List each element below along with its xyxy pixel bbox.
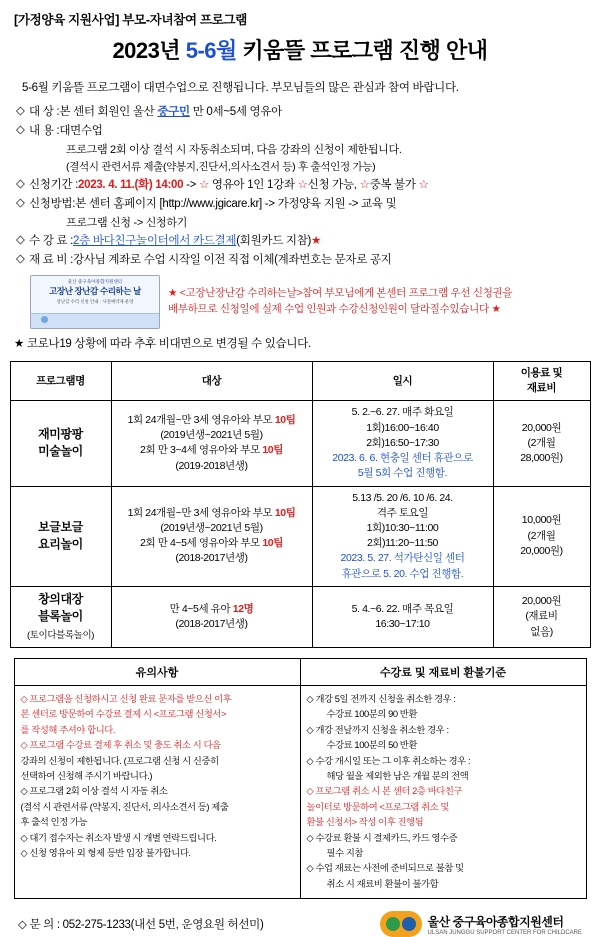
cell-fee — [493, 486, 590, 586]
table-row — [10, 586, 590, 647]
cell-target — [111, 401, 312, 486]
fee-link[interactable]: 2층 바다친구놀이터에서 카드결제 — [73, 235, 237, 247]
cell-when — [312, 586, 493, 647]
col-target: 대상 — [111, 362, 312, 401]
fee-rest: (회원카드 지참) — [236, 235, 312, 247]
list-item — [21, 800, 294, 814]
when-line: 5.13 /5. 20 /6. 10 /6. 24. — [352, 491, 453, 504]
diamond-icon: ◇ — [16, 178, 25, 190]
target-line: (2019년생~2021년 5월) — [160, 429, 263, 442]
info-row-material — [16, 251, 600, 267]
table-row — [10, 401, 590, 486]
t-em: 10팀 — [274, 506, 296, 519]
cell-when — [312, 401, 493, 486]
cell-target — [111, 586, 312, 647]
info-label-content: 내 용 : — [29, 125, 60, 137]
notice-table — [14, 658, 587, 899]
list-item: ◇ 수업 재료는 사전에 준비되므로 불참 및 — [306, 863, 464, 874]
cell-fee — [493, 401, 590, 486]
target-line: (2018-2017년생) — [175, 617, 248, 630]
fee-line: 20,000원 — [521, 595, 562, 608]
notice-list — [21, 692, 294, 860]
cell-program-name — [10, 486, 111, 586]
apply-method-label: 신청방법: — [29, 198, 76, 210]
when-line: 5. 2.~6. 27. 매주 화요일 — [351, 406, 454, 419]
target-pre: 본 센터 회원인 울산 — [59, 106, 158, 118]
item-text: 신청 영유아 외 형제 등반 입장 불가합니다. — [29, 848, 191, 859]
notice-header-row — [14, 659, 586, 686]
intro-text: 5-6월 키움뜰 프로그램이 대면수업으로 진행됩니다. 부모님들의 많은 관심과 참여 바랍니다. — [22, 82, 459, 94]
item-text: 수업 재료는 사전에 준비되므로 불참 및 — [315, 863, 464, 874]
target-line — [114, 443, 310, 458]
star-icon: ☆ — [198, 179, 209, 191]
item-text: (결석 시 관련서류 (약봉지, 진단서, 의사소견서 등) 제출 — [20, 801, 229, 812]
item-text: 를 작성해 주셔야 합니다. — [20, 724, 116, 735]
item-text: 취소 시 재료비 환불이 불가함 — [326, 878, 439, 889]
col-program: 프로그램명 — [10, 362, 111, 401]
item-text: 프로그램 취소 시 본 센터 2층 바다친구 — [315, 786, 463, 797]
program-name-2: 보글보글 요리놀이 — [38, 519, 83, 552]
banner-note-line1: ★ <고장난장난감 수리하는날>참여 부모님에게 본센터 프로그램 우선 신청권을 — [168, 287, 513, 300]
info-row-fee — [16, 232, 600, 248]
program-tag: [가정양육 지원사업] 부모-자녀참여 프로그램 — [14, 13, 248, 27]
info-note-1: 프로그램 2회 이상 결석 시 자동취소되며, 다음 강좌의 신청이 제한됩니다. — [66, 144, 402, 156]
title-suffix: 키움뜰 프로그램 진행 안내 — [236, 38, 488, 63]
item-text: 프로그램 2회 이상 결석 시 자동 취소 — [29, 786, 168, 797]
center-logo — [380, 911, 582, 937]
banner-note-line2: 배부하므로 신청일에 실제 수업 인원과 수강신청인원이 달라질수있습니다 ★ — [168, 303, 501, 315]
when-line: 1회)10:30~11:00 — [366, 521, 439, 534]
star-icon: ☆ — [418, 179, 429, 191]
fee-line: 20,000원 — [521, 421, 562, 434]
list-item: ◇ 프로그램 수강료 결제 후 취소 및 충도 취소 시 다음 — [20, 740, 221, 751]
fee-line: 20,000원) — [520, 544, 563, 557]
info-row-apply-period — [16, 176, 600, 192]
title-prefix: 2023년 — [112, 38, 186, 63]
banner-note — [168, 286, 512, 318]
col-notice: 유의사항 — [14, 659, 300, 686]
org-name-en: ULSAN JUNGGU SUPPORT CENTER FOR CHILDCARE — [427, 929, 582, 936]
item-text: 필수 지참 — [326, 848, 364, 859]
list-item — [307, 738, 580, 752]
list-item — [21, 723, 294, 737]
diamond-icon: ◇ — [16, 234, 25, 246]
diamond-icon: ◇ — [16, 253, 25, 265]
apply-period-value — [78, 176, 600, 192]
table-row — [10, 486, 590, 586]
banner-wave-decor — [31, 313, 159, 328]
fee-label: 수 강 료 : — [29, 235, 74, 247]
contact-line: ◇ 문 의 : 052-275-1233(내선 5번, 운영요원 허선미) — [18, 919, 264, 932]
program-name-3-sub: (토이다블록놀이) — [27, 629, 94, 641]
t-em: 10팀 — [274, 414, 296, 427]
cell-program-name — [10, 586, 111, 647]
star-icon: ☆ — [297, 179, 308, 191]
cell-fee — [493, 586, 590, 647]
diamond-icon: ◇ — [16, 197, 25, 209]
item-text: 개강 전날까지 신청을 취소한 경우 : — [315, 724, 449, 735]
fee-line: (재료비 — [525, 610, 558, 623]
list-item: ◇ 대기 접수자는 취소자 발생 시 개별 연락드립니다. — [20, 832, 217, 843]
fee-line: (2개월 — [527, 529, 556, 542]
apply-period-ok: 신청 가능, — [307, 179, 360, 191]
item-text: 선택하여 신청해 주시기 바랍니다.) — [20, 771, 153, 782]
info-row-apply-method — [16, 195, 600, 211]
org-name: 울산 중구육아종합지원센터 — [427, 914, 564, 929]
item-text: 프로그램을 신청하시고 신청 완료 문자를 받으신 이후 — [29, 694, 232, 705]
corona-note: ★ 코로나19 상황에 따라 추후 비대면으로 변경될 수 있습니다. — [14, 338, 311, 350]
item-text: 강좌의 신청이 제한됩니다. (프로그램 신청 시 신중히 — [20, 755, 219, 766]
info-row-target — [16, 103, 600, 119]
when-line: 16:30~17:10 — [375, 617, 430, 630]
schedule-table — [10, 361, 591, 648]
list-item: ◇ 프로그램 취소 시 본 센터 2층 바다친구 — [306, 786, 463, 797]
diamond-icon: ◇ — [16, 105, 25, 117]
fee-line: 28,000원) — [520, 452, 563, 465]
col-refund: 수강료 및 재료비 환불기준 — [300, 659, 586, 686]
apply-period-date: 2023. 4. 11.(화) 14:00 — [78, 179, 184, 191]
info-list — [16, 103, 600, 267]
list-item — [307, 877, 580, 891]
item-text: 수강료 100분의 90 반환 — [326, 709, 417, 720]
fee-value — [73, 232, 600, 248]
refund-list — [307, 692, 580, 891]
item-text: 대기 접수자는 취소자 발생 시 개별 연락드립니다. — [29, 832, 217, 843]
apply-period-mid: 영유아 1인 1강좌 — [208, 179, 298, 191]
target-post: 만 0세~5세 영유아 — [189, 106, 282, 118]
info-value-content: 대면수업 — [59, 125, 103, 137]
list-item — [307, 800, 580, 814]
list-item: ◇ 수강료 환불 시 결제카드, 카드 영수증 — [306, 832, 458, 843]
schedule-header-row — [10, 362, 590, 401]
banner-big-text: 고장난 장난감 수리하는 날 — [49, 285, 141, 296]
list-item — [21, 769, 294, 783]
title-months: 5-6월 — [185, 38, 237, 63]
item-text: 후 출석 인정 가능 — [20, 817, 88, 828]
target-line — [114, 413, 310, 428]
item-text: 개강 5일 전까지 신청을 취소한 경우 : — [315, 694, 456, 705]
star-icon: ☆ — [359, 179, 370, 191]
item-text: 해당 월을 제외한 남은 개월 분의 전액 — [326, 771, 469, 782]
item-text: 환불 신청서> 작성 이후 진행됨 — [306, 817, 424, 828]
target-line — [114, 506, 310, 521]
info-note-2: (결석시 관련서류 제출(약봉지,진단서,의사소견서 등) 후 출석인정 가능) — [66, 161, 376, 173]
list-item: ◇ 신청 영유아 외 형제 등반 입장 불가합니다. — [20, 848, 191, 859]
fee-line: 10,000원 — [521, 514, 562, 527]
when-line: 격주 토요일 — [376, 506, 429, 519]
t-text: 2회 만 4~5세 영유아와 부모 — [140, 537, 263, 550]
list-item: ◇ 수강 개시일 또는 그 이후 취소하는 경우 : — [306, 755, 471, 766]
logo-text — [428, 913, 582, 936]
target-line: (2019-2018년생) — [175, 459, 248, 472]
logo-mark-icon — [380, 911, 422, 937]
col-when: 일시 — [312, 362, 493, 401]
apply-period-no: 중복 불가 — [369, 179, 419, 191]
material-label: 재 료 비 : — [29, 254, 74, 266]
item-text: 수강 개시일 또는 그 이후 취소하는 경우 : — [315, 755, 471, 766]
info-label-target: 대 상 : — [29, 106, 60, 118]
target-line: (2019년생~2021년 5월) — [160, 521, 263, 534]
target-emphasis: 중구민 — [157, 106, 190, 118]
toy-repair-banner — [30, 275, 160, 329]
banner-dot-decor — [41, 316, 48, 323]
material-value: 강사님 계좌로 수업 시작일 이전 직접 이체(계좌번호는 문자로 공지 — [73, 254, 392, 266]
info-row-content — [16, 122, 600, 138]
cell-program-name — [10, 401, 111, 486]
list-item — [307, 846, 580, 860]
target-line: (2018-2017년생) — [175, 552, 248, 565]
fee-line: (2개월 — [527, 436, 556, 449]
when-line: 5월 5회 수업 진행함. — [357, 467, 448, 480]
cell-when — [312, 486, 493, 586]
program-name-1: 재미팡팡 미술놀이 — [38, 427, 83, 459]
page-title — [0, 34, 600, 65]
list-item — [21, 815, 294, 829]
when-line: 2회)16:50~17:30 — [366, 436, 439, 449]
apply-period-label: 신청기간 : — [29, 179, 79, 191]
item-text: 놀이터로 방문하여 <프로그램 취소 및 — [306, 801, 449, 812]
diamond-icon: ◇ — [16, 124, 25, 136]
t-em: 10팀 — [262, 537, 283, 550]
t-em: 10팀 — [262, 444, 283, 457]
t-text: 2회 만 3~4세 영유아와 부모 — [140, 444, 263, 457]
when-line: 2023. 5. 27. 석가탄신일 센터 — [340, 552, 465, 565]
list-item: ◇ 프로그램 2회 이상 결석 시 자동 취소 — [20, 786, 168, 797]
apply-period-arrow: -> — [183, 179, 199, 191]
item-text: 수강료 환불 시 결제카드, 카드 영수증 — [315, 832, 458, 843]
t-text: 만 4~5세 유아 — [169, 602, 233, 615]
footer — [18, 911, 582, 937]
info-value-target — [59, 103, 600, 119]
star-icon: ★ — [311, 235, 322, 247]
banner-top-text: 울산 중구육아종합지원센터 — [67, 279, 123, 284]
apply-method-line2: 프로그램 신청 -> 신청하기 — [66, 217, 188, 229]
t-em: 12명 — [232, 602, 254, 615]
program-name-3: 창의대장 블록놀이 (토이다블록놀이) — [27, 591, 94, 641]
item-text: 본 센터로 방문하여 수강료 결제 시 <프로그램 신청서> — [20, 709, 227, 720]
t-text: 1회 24개월~만 3세 영유아와 부모 — [127, 414, 275, 427]
when-line: 5. 4.~6. 22. 매주 목요일 — [351, 602, 454, 615]
list-item — [307, 769, 580, 783]
toy-repair-banner-row — [30, 275, 600, 329]
fee-line: 없음) — [530, 625, 553, 638]
when-line: 휴관으로 5. 20. 수업 진행함. — [341, 567, 464, 580]
when-line: 2023. 6. 6. 현충일 센터 휴관으로 — [332, 452, 473, 465]
item-text: 수강료 100분의 50 반환 — [326, 740, 417, 751]
item-text: 프로그램 수강료 결제 후 취소 및 충도 취소 시 다음 — [29, 740, 221, 751]
col-fee: 이용료 및 재료비 — [493, 362, 590, 401]
list-item — [21, 707, 294, 721]
list-item — [21, 754, 294, 768]
apply-method-value: 본 센터 홈페이지 [http://www.jgicare.kr] -> 가정양육 지원 -> 교육 및 — [75, 198, 397, 210]
when-line: 2회)11:20~11:50 — [366, 537, 438, 550]
cell-target — [111, 486, 312, 586]
list-item: ◇ 개강 전날까지 신청을 취소한 경우 : — [306, 724, 449, 735]
list-item — [307, 707, 580, 721]
target-line — [114, 602, 310, 617]
banner-small-text: 장난감 수리 신청 안내 · 사전예약제 운영 — [56, 298, 134, 304]
list-item: ◇ 프로그램을 신청하시고 신청 완료 문자를 받으신 이후 — [20, 694, 232, 705]
list-item — [307, 815, 580, 829]
when-line: 1회)16:00~16:40 — [366, 421, 439, 434]
list-item: ◇ 개강 5일 전까지 신청을 취소한 경우 : — [306, 694, 456, 705]
t-text: 1회 24개월~만 3세 영유아와 부모 — [127, 506, 275, 519]
target-line — [114, 536, 310, 551]
